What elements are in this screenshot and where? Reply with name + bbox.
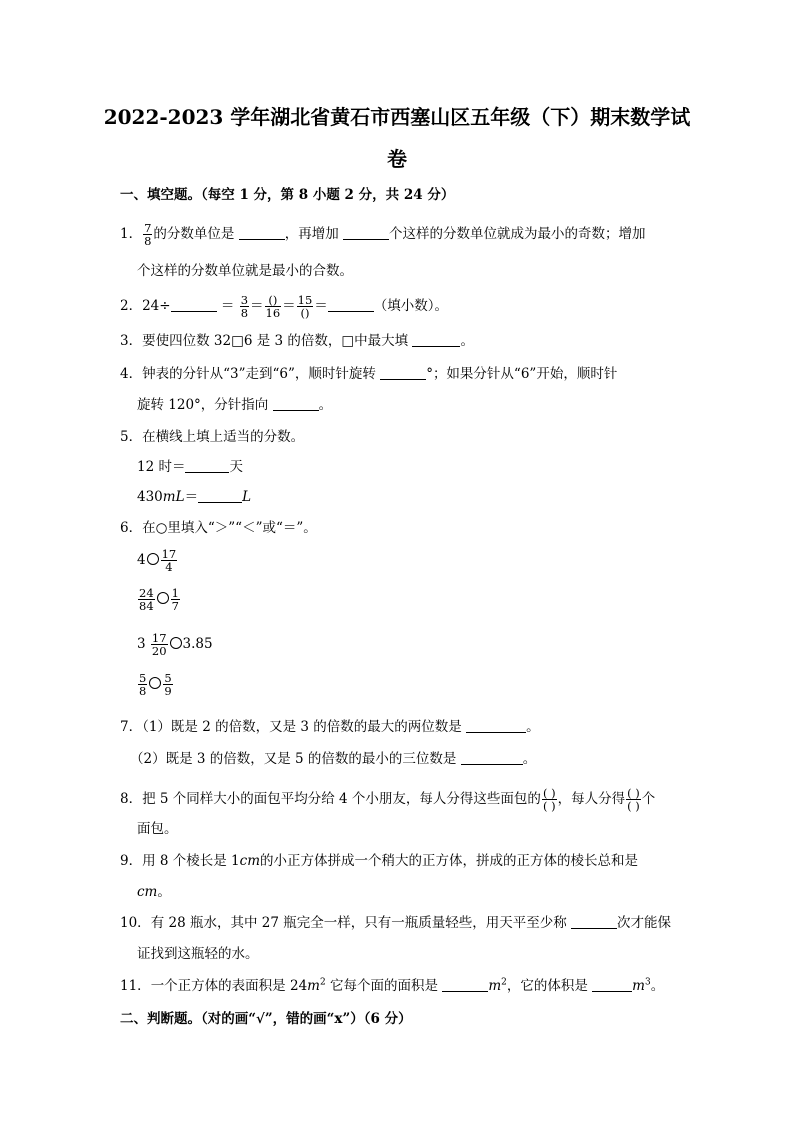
page-title-line1: 2022-2023 学年湖北省黄石市西塞山区五年级（下）期末数学试 — [103, 105, 691, 129]
question-1-line-1: 1． $\frac{7}{8}$ 的分数单位是 ，再增加 个这样的分数单位就成为最小的奇数；增加 — [120, 221, 646, 248]
question-5-item-a: 12 时＝ 天 — [137, 459, 243, 475]
fraction-blank[interactable]: $\frac{( )}{( )}$ — [627, 786, 640, 813]
question-9-line-1: 9．用 8 个棱长是 1cm的小正方体拼成一个稍大的正方体，拼成的正方体的棱长总和是 — [120, 853, 639, 869]
fraction: $\frac{1}{7}$ — [171, 586, 179, 613]
answer-blank[interactable] — [328, 297, 374, 312]
compare-row-1: 4 $\frac{17}{4}$ — [137, 547, 177, 574]
answer-blank[interactable] — [343, 225, 389, 240]
question-5: 5．在横线上填上适当的分数。 — [120, 429, 305, 445]
fraction: $\frac{7}{8}$ — [144, 221, 152, 248]
answer-blank[interactable] — [380, 365, 426, 380]
fraction: $\frac{5}{9}$ — [164, 671, 172, 698]
page-title-line2: 卷 — [387, 147, 407, 171]
fraction: $\frac{24}{84}$ — [139, 586, 154, 613]
question-1-line-2: 个这样的分数单位就是最小的合数。 — [137, 263, 353, 279]
question-3: 3．要使四位数 32□6 是 3 的倍数，□中最大填 。 — [120, 333, 474, 349]
compare-circle[interactable] — [149, 677, 161, 689]
question-8-line-2: 面包。 — [137, 821, 178, 837]
question-number: 10． — [120, 915, 151, 931]
question-number: 8． — [120, 791, 143, 807]
answer-blank[interactable] — [185, 458, 229, 473]
question-2: 2．24÷ ＝ $\frac{3}{8}$ ＝ $\frac{()}{16}$ ＝ $\frac{15}{()}$ ＝ （填小数）。 — [120, 293, 449, 320]
fraction: $\frac{5}{8}$ — [139, 671, 147, 698]
fraction: $\frac{17}{20}$ — [151, 631, 167, 658]
question-number: 9． — [120, 853, 143, 869]
fraction: $\frac{17}{4}$ — [161, 547, 177, 574]
question-4-line-2: 旋转 120°，分针指向 。 — [137, 397, 333, 413]
question-7-part-1: 7．（1）既是 2 的倍数，又是 3 的倍数的最大的两位数是 。 — [120, 719, 540, 735]
answer-blank[interactable] — [592, 977, 632, 992]
question-number: 7． — [120, 719, 143, 735]
answer-blank[interactable] — [461, 750, 523, 765]
compare-row-3: 3 $\frac{17}{20}$ 3.85 — [137, 631, 213, 658]
section-2-heading: 二、判断题。（对的画“√”，错的画“x”）（6 分） — [120, 1011, 412, 1027]
fraction: $\frac{15}{()}$ — [297, 293, 313, 320]
compare-row-4 — [137, 672, 174, 697]
question-number: 6． — [120, 520, 143, 536]
answer-blank[interactable] — [239, 225, 285, 240]
compare-row-2 — [137, 587, 181, 612]
question-4-line-1: 4．钟表的分针从“3”走到“6”，顺时针旋转 °；如果分针从“6”开始，顺时针 — [120, 366, 618, 382]
question-7-part-2: （2）既是 3 的倍数，又是 5 的倍数的最小的三位数是 。 — [130, 751, 537, 767]
question-number: 11． — [120, 978, 151, 994]
question-5-item-b: 430mL＝ L — [137, 489, 252, 505]
answer-blank[interactable] — [442, 977, 488, 992]
answer-blank[interactable] — [571, 914, 617, 929]
question-11: 11．一个正方体的表面积是 $24m^2$ 它每个面的面积是 $m^2$，它的体积是 $m^3$。 — [120, 977, 665, 994]
compare-circle[interactable] — [147, 553, 159, 565]
question-10-line-2: 证找到这瓶轻的水。 — [137, 946, 259, 962]
answer-blank[interactable] — [273, 396, 319, 411]
question-number: 4． — [120, 366, 143, 382]
answer-blank[interactable] — [171, 297, 217, 312]
fraction: $\frac{()}{16}$ — [265, 293, 281, 320]
question-10-line-1: 10．有 28 瓶水，其中 27 瓶完全一样，只有一瓶质量轻些，用天平至少称 次才能保 — [120, 915, 672, 931]
fraction-blank[interactable]: $\frac{( )}{( )}$ — [542, 786, 556, 813]
section-1-heading: 一、填空题。（每空 1 分，第 8 小题 2 分，共 24 分） — [120, 187, 455, 203]
question-6: 6．在○里填入“＞”“＜”或“＝”。 — [120, 520, 317, 536]
question-number: 5． — [120, 429, 143, 445]
question-number: 3． — [120, 333, 143, 349]
answer-blank[interactable] — [198, 488, 242, 503]
compare-circle[interactable] — [170, 637, 182, 649]
answer-blank[interactable] — [412, 332, 460, 347]
question-8-line-1: 8．把 5 个同样大小的面包平均分给 4 个小朋友，每人分得这些面包的 $\frac{( )}{( )}$ ，每人分得 $\frac{( )}{( )}$ 个 — [120, 786, 656, 813]
compare-circle[interactable] — [157, 592, 169, 604]
answer-blank[interactable] — [466, 718, 526, 733]
question-number: 2． — [120, 298, 143, 314]
question-number: 1． — [120, 226, 143, 242]
fraction: $\frac{3}{8}$ — [240, 293, 249, 320]
question-9-line-2: cm。 — [137, 884, 171, 900]
